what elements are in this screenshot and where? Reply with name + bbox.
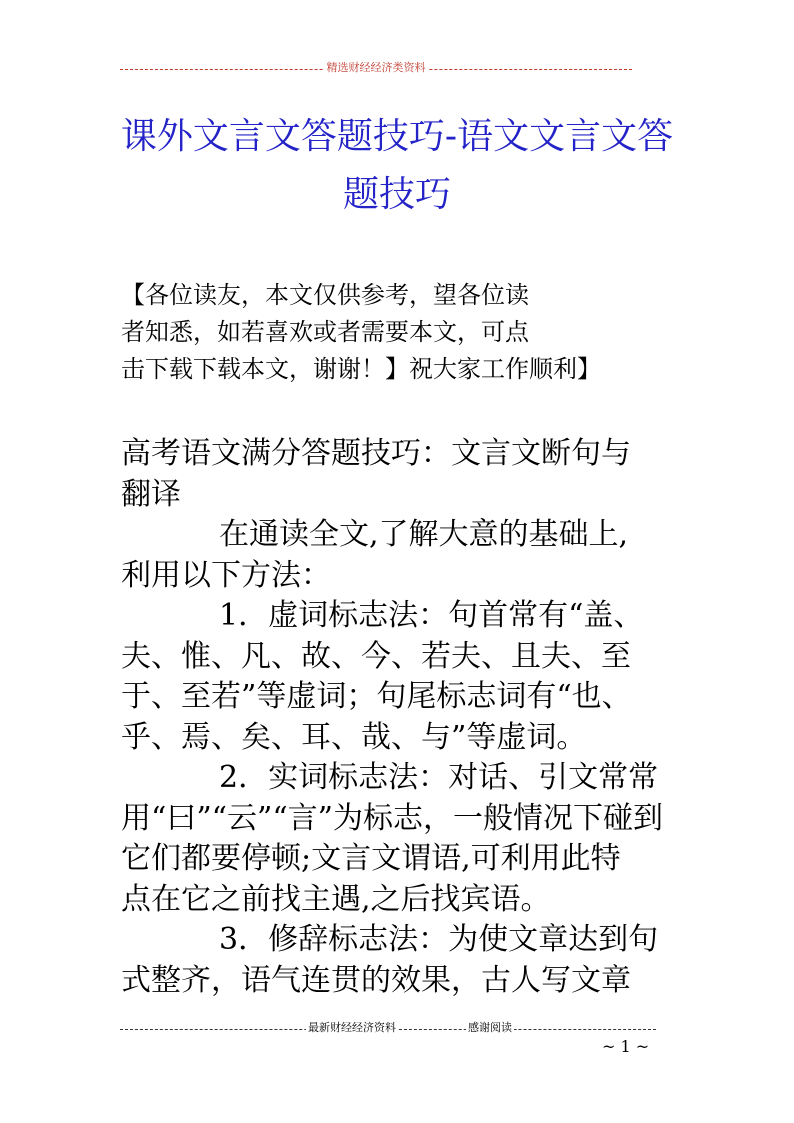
footer-label-right: 感谢阅读: [468, 1021, 512, 1034]
body-line: 式整齐，语气连贯的效果，古人写文章: [121, 962, 631, 998]
body-line: 1．虚词标志法：句首常有“盖、: [219, 598, 644, 633]
header-label: 精选财经经济类资料: [326, 61, 426, 74]
page-footer: [120, 1020, 656, 1036]
body-line: 在通读全文,了解大意的基础上,: [219, 517, 629, 552]
document-title: [110, 108, 684, 224]
footer-label-left: 最新财经经济资料: [308, 1021, 396, 1034]
title-line-2: 题技巧: [342, 174, 451, 215]
body-line: 高考语文满分答题技巧：文言文断句与: [121, 436, 631, 471]
body-line: 翻译: [121, 476, 181, 512]
page-number: ~ 1 ~: [602, 1037, 650, 1056]
body-line: 3．修辞标志法：为使文章达到句: [219, 922, 659, 957]
body-line: 乎、焉、矣、耳、哉、与”等虚词。: [121, 719, 587, 755]
article-body: [121, 434, 677, 1001]
body-line: 夫、惟、凡、故、今、若夫、且夫、至: [121, 638, 631, 674]
reader-notice: [121, 277, 681, 388]
page-header: [120, 60, 632, 76]
body-line: 于、至若”等虚词；句尾标志词有“也、: [121, 679, 632, 714]
title-line-1: 课外文言文答题技巧-语文文言文答: [120, 116, 674, 157]
body-line: 利用以下方法：: [121, 557, 331, 593]
body-line: 2．实词标志法：对话、引文常常: [219, 760, 659, 795]
notice-line: 者知悉，如若喜欢或者需要本文，可点: [121, 318, 529, 346]
notice-line: 击下载下载本文，谢谢！】祝大家工作顺利】: [121, 355, 601, 383]
notice-line: 【各位读友，本文仅供参考，望各位读: [121, 281, 529, 309]
body-line: 用“曰”“云”“言”为标志，一般情况下碰到: [121, 800, 664, 836]
body-line: 它们都要停顿;文言文谓语,可利用此特: [121, 841, 621, 876]
body-line: 点在它之前找主遇,之后找宾语。: [121, 881, 551, 917]
